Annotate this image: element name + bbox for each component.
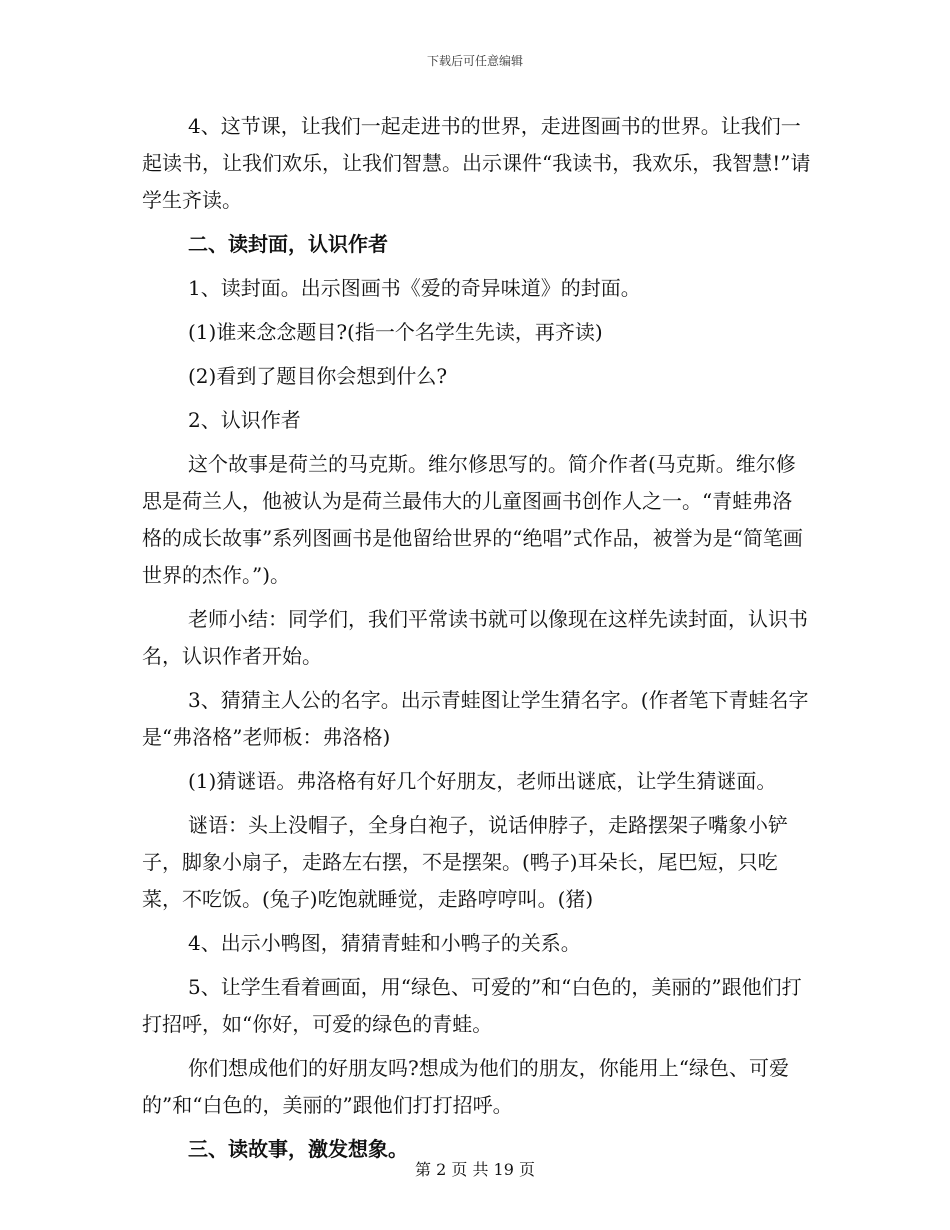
section-heading-2: 二、读封面，认识作者	[188, 232, 388, 256]
page-header: 下载后可任意编辑	[426, 54, 523, 68]
spacer	[142, 675, 812, 682]
spacer	[142, 594, 812, 601]
spacer	[142, 263, 812, 270]
spacer	[142, 756, 812, 763]
spacer	[142, 439, 812, 446]
paragraph-think-title: (2)看到了题目你会想到什么?	[188, 364, 448, 388]
paragraph-riddle-text: 谜语：头上没帽子，全身白袍子，说话伸脖子，走路摆架子嘴象小铲子，脚象小扇子，走路左右摆，不是摆架。(鸭子)耳朵长，尾巴短，只吃菜，不吃饭。(兔子)吃饱就睡觉，走路哼哼叫。(猪)	[142, 813, 788, 911]
spacer	[142, 219, 812, 226]
paragraph-know-author: 2、认识作者	[188, 408, 301, 432]
spacer	[142, 307, 812, 314]
paragraph-read-title: (1)谁来念念题目?(指一个名学生先读，再齐读)	[188, 320, 603, 344]
spacer	[142, 395, 812, 402]
spacer	[142, 351, 812, 358]
paragraph-riddle: (1)猜谜语。弗洛格有好几个好朋友，老师出谜底，让学生猜谜面。	[188, 769, 777, 793]
paragraph-guess-name: 3、猜猜主人公的名字。出示青蛙图让学生猜名字。(作者笔下青蛙名字是“弗洛格”老师板：弗洛格)	[142, 688, 809, 749]
paragraph-teacher-summary: 老师小结：同学们，我们平常读书就可以像现在这样先读封面，认识书名，认识作者开始。	[142, 607, 808, 668]
paragraph-intro-4: 4、这节课，让我们一起走进书的世界，走进图画书的世界。让我们一起读书，让我们欢乐，让我们智慧。出示课件“我读书，我欢乐，我智慧!”请学生齐读。	[142, 114, 811, 212]
paragraph-read-cover: 1、读封面。出示图画书《爱的奇异味道》的封面。	[188, 276, 641, 300]
spacer	[142, 962, 812, 969]
paragraph-greeting: 5、让学生看着画面，用“绿色、可爱的”和“白色的，美丽的”跟他们打打招呼，如“你好，可爱的绿色的青蛙。	[142, 975, 802, 1036]
paragraph-author-intro: 这个故事是荷兰的马克斯。维尔修思写的。简介作者(马克斯。维尔修思是荷兰人，他被认为是荷兰最伟大的儿童图画书创作人之一。“青蛙弗洛格的成长故事”系列图画书是他留给世界的“绝唱”式作品，被誉为是“简笔画世界的杰作。”)。	[142, 452, 803, 587]
spacer	[142, 1043, 812, 1050]
spacer	[142, 918, 812, 925]
page-footer: 第 2 页 共 19 页	[415, 1160, 535, 1179]
spacer	[142, 1124, 812, 1131]
paragraph-friends: 你们想成他们的好朋友吗?想成为他们的朋友，你能用上“绿色、可爱的”和“白色的，美丽的”跟他们打打招呼。	[142, 1056, 789, 1117]
section-heading-3: 三、读故事，激发想象。	[188, 1137, 408, 1161]
spacer	[142, 800, 812, 807]
paragraph-duck-image: 4、出示小鸭图，猜猜青蛙和小鸭子的关系。	[188, 931, 581, 955]
document-body	[142, 108, 812, 1168]
